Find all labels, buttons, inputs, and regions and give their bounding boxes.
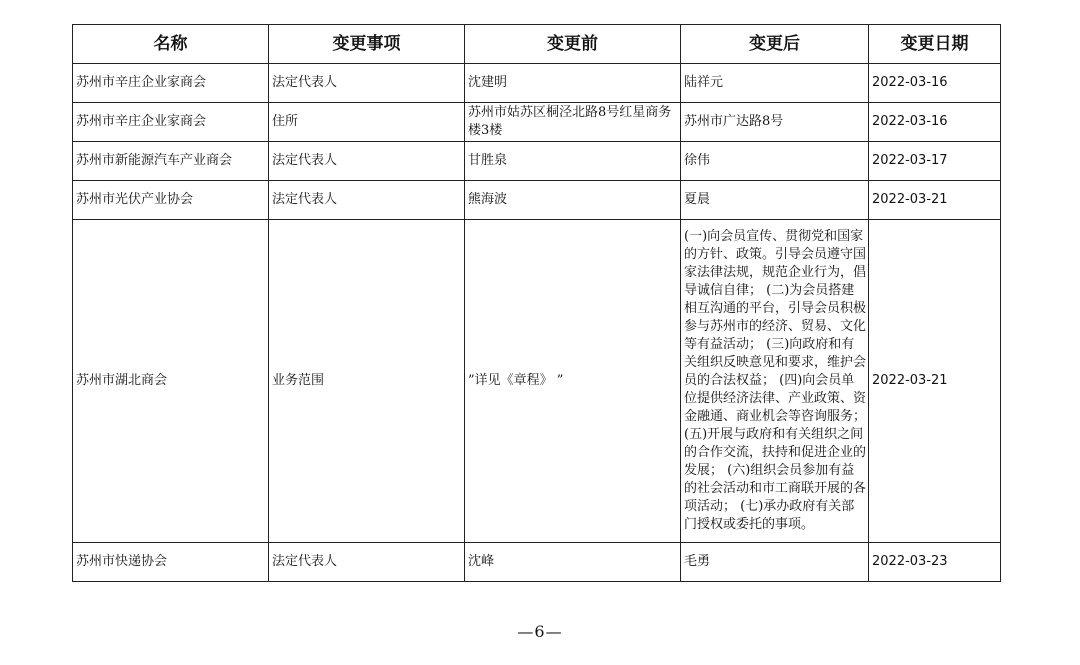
cell-before: 苏州市姑苏区桐泾北路8号红星商务楼3楼 xyxy=(465,103,681,142)
cell-name: 苏州市辛庄企业家商会 xyxy=(73,103,269,142)
cell-change-item: 法定代表人 xyxy=(269,543,465,582)
header-date: 变更日期 xyxy=(869,25,1001,64)
cell-before: 熊海波 xyxy=(465,181,681,220)
cell-after: 徐伟 xyxy=(681,142,869,181)
changes-table xyxy=(72,24,1001,582)
cell-change-item: 业务范围 xyxy=(269,220,465,543)
table-row xyxy=(73,181,1001,220)
header-after: 变更后 xyxy=(681,25,869,64)
cell-before: 沈建明 xyxy=(465,64,681,103)
table-header-row xyxy=(73,25,1001,64)
table-row xyxy=(73,220,1001,543)
cell-after: 夏晨 xyxy=(681,181,869,220)
cell-after: 毛勇 xyxy=(681,543,869,582)
table-row xyxy=(73,64,1001,103)
table-row xyxy=(73,142,1001,181)
cell-change-item: 法定代表人 xyxy=(269,181,465,220)
cell-before: 沈峰 xyxy=(465,543,681,582)
cell-name: 苏州市光伏产业协会 xyxy=(73,181,269,220)
cell-date: 2022-03-21 xyxy=(869,181,1001,220)
cell-name: 苏州市湖北商会 xyxy=(73,220,269,543)
cell-date: 2022-03-23 xyxy=(869,543,1001,582)
cell-date: 2022-03-16 xyxy=(869,64,1001,103)
cell-after: 陆祥元 xyxy=(681,64,869,103)
cell-name: 苏州市快递协会 xyxy=(73,543,269,582)
header-before: 变更前 xyxy=(465,25,681,64)
table-row xyxy=(73,543,1001,582)
page-number: —6— xyxy=(517,622,563,641)
cell-before: 甘胜泉 xyxy=(465,142,681,181)
header-change-item: 变更事项 xyxy=(269,25,465,64)
cell-date: 2022-03-16 xyxy=(869,103,1001,142)
cell-change-item: 住所 xyxy=(269,103,465,142)
cell-name: 苏州市新能源汽车产业商会 xyxy=(73,142,269,181)
cell-before: ”详见《章程》 ” xyxy=(465,220,681,543)
cell-date: 2022-03-17 xyxy=(869,142,1001,181)
cell-date: 2022-03-21 xyxy=(869,220,1001,543)
table-row xyxy=(73,103,1001,142)
cell-name: 苏州市辛庄企业家商会 xyxy=(73,64,269,103)
cell-change-item: 法定代表人 xyxy=(269,142,465,181)
cell-change-item: 法定代表人 xyxy=(269,64,465,103)
cell-after: 苏州市广达路8号 xyxy=(681,103,869,142)
cell-after-business-scope: (一)向会员宣传、贯彻党和国家的方针、政策。引导会员遵守国家法律法规，规范企业行为，倡导诚信自律； (二)为会员搭建相互沟通的平台，引导会员积极参与苏州市的经济、贸易、文化等有益活动； (三)向政府和有关组织反映意见和要求，维护会员的合法权益； (四)向会员单位提供经济法律、产业政策、资金融通、商业机会等咨询服务； (五)开展与政府和有关组织之间的合作交流，扶持和促进企业的发展； (六)组织会员参加有益的社会活动和市工商联开展的各项活动； (七)承办政府有关部门授权或委托的事项。 xyxy=(681,220,869,543)
header-name: 名称 xyxy=(73,25,269,64)
